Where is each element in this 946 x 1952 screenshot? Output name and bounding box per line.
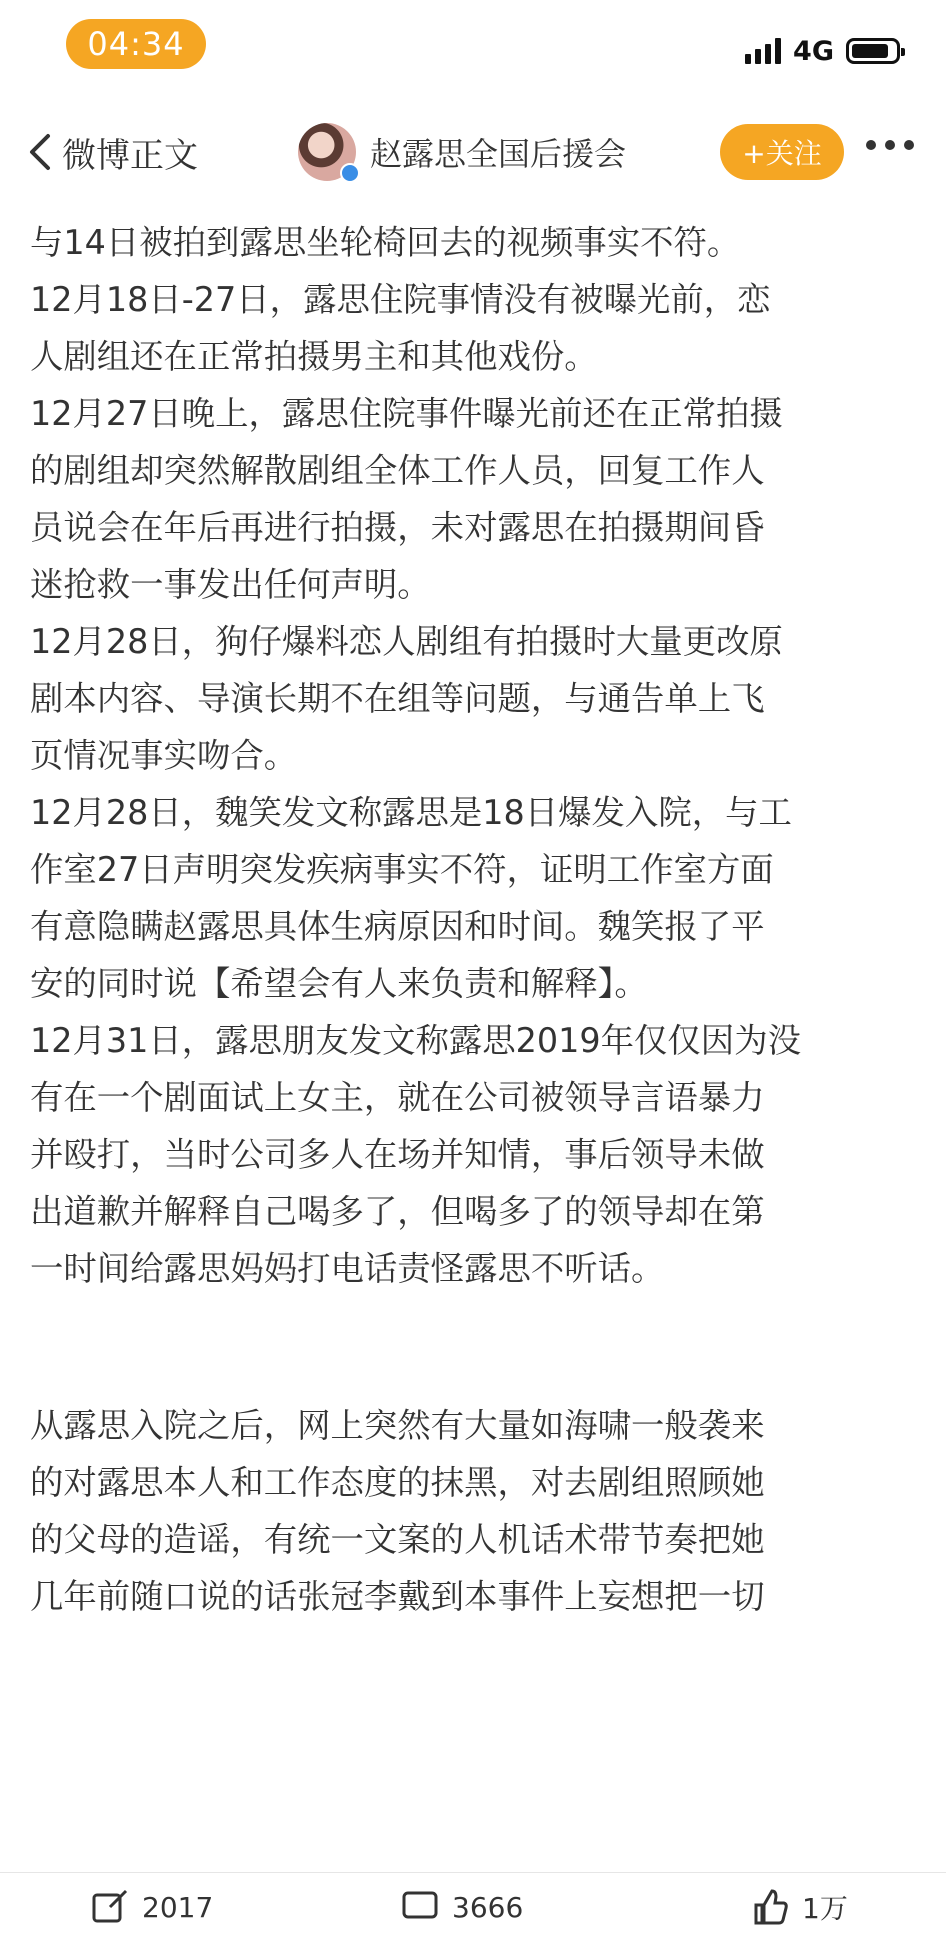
follow-button[interactable]: +关注 bbox=[720, 124, 844, 180]
article-line: 安的同时说【希望会有人来负责和解释】。 bbox=[30, 964, 648, 1003]
paragraph-gap bbox=[30, 1297, 920, 1397]
article-line: 作室27日声明突发疾病事实不符，证明工作室方面 bbox=[30, 850, 774, 889]
avatar[interactable] bbox=[298, 123, 356, 181]
author-name[interactable]: 赵露思全国后援会 bbox=[370, 135, 627, 173]
more-options-icon[interactable] bbox=[866, 140, 914, 150]
article-line: 一时间给露思妈妈打电话责怪露思不听话。 bbox=[30, 1249, 665, 1288]
back-label: 微博正文 bbox=[62, 135, 198, 176]
author-info[interactable] bbox=[298, 120, 626, 184]
status-indicators bbox=[745, 34, 900, 68]
status-bar bbox=[0, 0, 946, 92]
comment-icon bbox=[400, 1887, 440, 1927]
article-line: 12月27日晚上，露思住院事件曝光前还在正常拍摄 bbox=[30, 394, 783, 433]
comment-count: 3666 bbox=[452, 1890, 524, 1924]
article-line: 的对露思本人和工作态度的抹黑，对去剧组照顾她 bbox=[30, 1463, 765, 1502]
network-type: 4G bbox=[793, 35, 834, 67]
like-count: 1万 bbox=[802, 1892, 848, 1925]
article-line: 有在一个剧面试上女主，就在公司被领导言语暴力 bbox=[30, 1078, 765, 1117]
article-line: 剧本内容、导演长期不在组等问题，与通告单上飞 bbox=[30, 679, 765, 718]
article-line: 页情况事实吻合。 bbox=[30, 736, 298, 775]
comment-button[interactable] bbox=[400, 1887, 523, 1927]
article-line: 的剧组却突然解散剧组全体工作人员，回复工作人 bbox=[30, 451, 765, 490]
article-line: 从露思入院之后，网上突然有大量如海啸一般袭来 bbox=[30, 1406, 765, 1445]
article-line: 出道歉并解释自己喝多了，但喝多了的领导却在第 bbox=[30, 1192, 765, 1231]
thumbs-up-icon bbox=[750, 1887, 790, 1927]
article-line: 并殴打，当时公司多人在场并知情，事后领导未做 bbox=[30, 1135, 765, 1174]
status-time: 04:34 bbox=[66, 19, 206, 69]
article-line: 12月18日-27日，露思住院事情没有被曝光前，恋 bbox=[30, 280, 771, 319]
article-body bbox=[30, 214, 920, 1625]
article-line: 有意隐瞒赵露思具体生病原因和时间。魏笑报了平 bbox=[30, 907, 765, 946]
article-line: 12月31日，露思朋友发文称露思2019年仅仅因为没 bbox=[30, 1021, 801, 1060]
article-line: 12月28日，魏笑发文称露思是18日爆发入院，与工 bbox=[30, 793, 792, 832]
article-line: 几年前随口说的话张冠李戴到本事件上妄想把一切 bbox=[30, 1577, 765, 1616]
article-line: 的父母的造谣，有统一文案的人机话术带节奏把她 bbox=[30, 1520, 765, 1559]
article-line: 与14日被拍到露思坐轮椅回去的视频事实不符。 bbox=[30, 223, 741, 262]
back-button[interactable] bbox=[24, 126, 198, 178]
repost-icon bbox=[90, 1887, 130, 1927]
chevron-left-icon bbox=[24, 132, 54, 172]
repost-count: 2017 bbox=[142, 1890, 214, 1924]
like-button[interactable] bbox=[750, 1887, 848, 1927]
article-line: 员说会在年后再进行拍摄，未对露思在拍摄期间昏 bbox=[30, 508, 765, 547]
article-line: 12月28日，狗仔爆料恋人剧组有拍摄时大量更改原 bbox=[30, 622, 783, 661]
article-line: 人剧组还在正常拍摄男主和其他戏份。 bbox=[30, 337, 598, 376]
battery-icon bbox=[846, 38, 900, 64]
article-line: 迷抢救一事发出任何声明。 bbox=[30, 565, 431, 604]
nav-bar bbox=[0, 112, 946, 192]
battery-level bbox=[852, 44, 888, 58]
repost-button[interactable] bbox=[90, 1887, 213, 1927]
verified-badge-icon bbox=[340, 163, 360, 183]
bottom-toolbar bbox=[0, 1872, 946, 1952]
signal-icon bbox=[745, 38, 781, 64]
